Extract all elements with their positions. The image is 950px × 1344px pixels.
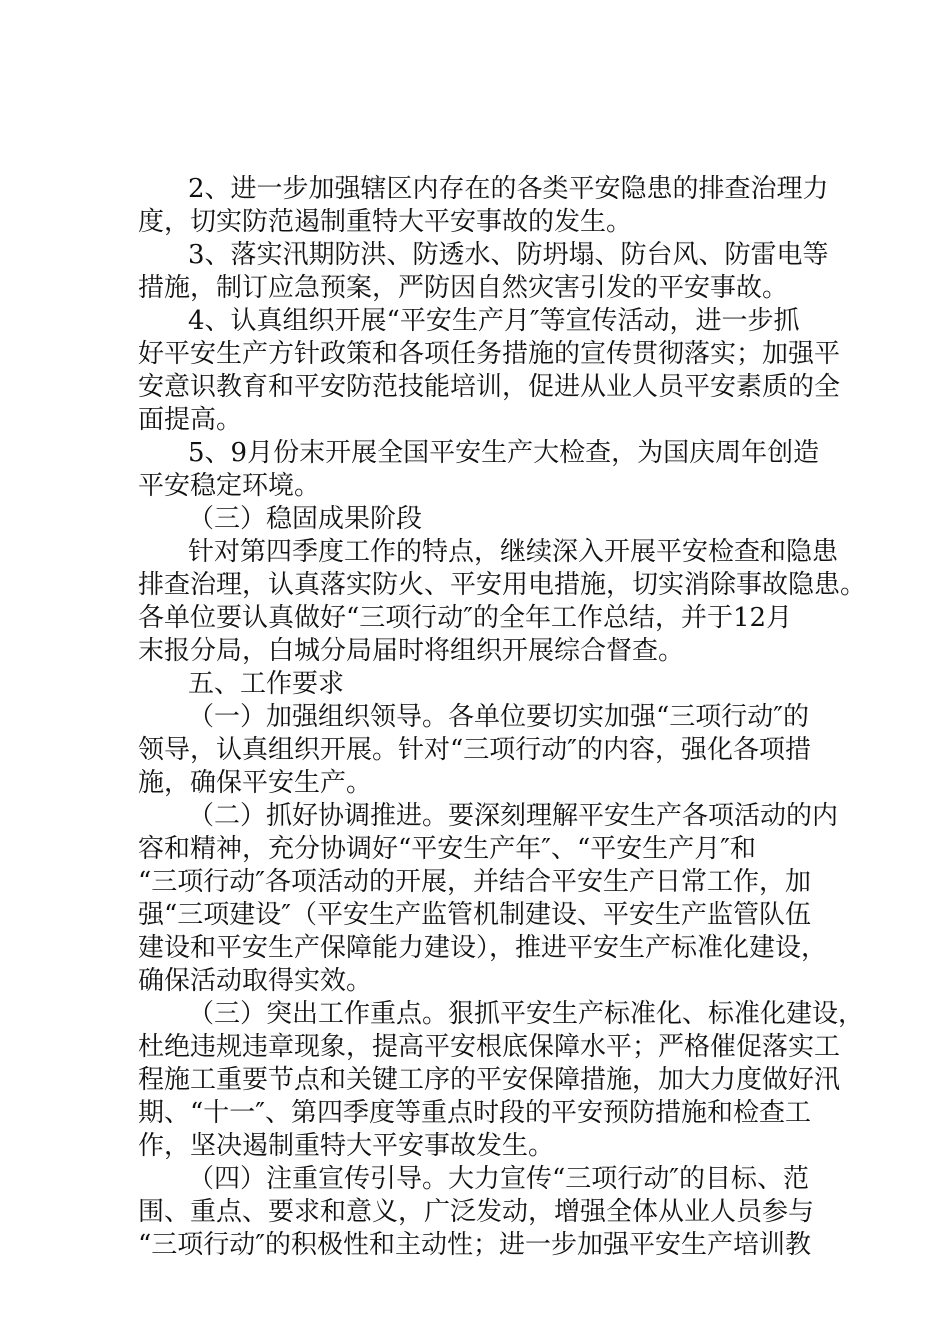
text-line: “三项行动″的积极性和主动性；进一步加强平安生产培训教 (138, 1230, 812, 1260)
text-line: 施，确保平安生产。 (138, 768, 373, 798)
text-line: 容和精神，充分协调好“平安生产年″、“平安生产月″和 (138, 834, 757, 864)
text-line: 作，坚决遏制重特大平安事故发生。 (138, 1131, 555, 1161)
text-line: 度，切实防范遏制重特大平安事故的发生。 (138, 207, 633, 237)
text-line: 各单位要认真做好“三项行动″的全年工作总结，并于12月 (138, 603, 793, 633)
text-line: 建设和平安生产保障能力建设），推进平安生产标准化建设， (138, 933, 828, 963)
text-line: 强“三项建设″（平安生产监管机制建设、平安生产监管队伍 (138, 900, 812, 930)
text-line: （三）突出工作重点。狠抓平安生产标准化、标准化建设， (188, 999, 865, 1029)
text-line: 3、落实汛期防洪、防透水、防坍塌、防台风、防雷电等 (188, 240, 829, 270)
text-line: 好平安生产方针政策和各项任务措施的宣传贯彻落实；加强平 (138, 339, 841, 369)
text-line: 排查治理，认真落实防火、平安用电措施，切实消除事故隐患。 (138, 570, 867, 600)
text-line: 4、认真组织开展“平安生产月″等宣传活动，进一步抓 (188, 306, 800, 336)
text-line: 措施，制订应急预案，严防因自然灾害引发的平安事故。 (138, 273, 789, 303)
text-line: 5、9月份末开展全国平安生产大检查，为国庆周年创造 (188, 438, 820, 468)
text-line: 2、进一步加强辖区内存在的各类平安隐患的排查治理力 (188, 174, 829, 204)
text-line: 面提高。 (138, 405, 243, 435)
section-heading: 五、工作要求 (188, 669, 345, 699)
text-line: 确保活动取得实效。 (138, 966, 373, 996)
text-line: （二）抓好协调推进。要深刻理解平安生产各项活动的内 (188, 801, 839, 831)
text-line: 程施工重要节点和关键工序的平安保障措施，加大力度做好汛 (138, 1065, 841, 1095)
text-line: 安意识教育和平安防范技能培训，促进从业人员平安素质的全 (138, 372, 841, 402)
text-line: （一）加强组织领导。各单位要切实加强“三项行动″的 (188, 702, 810, 732)
text-line: “三项行动″各项活动的开展，并结合平安生产日常工作，加 (138, 867, 812, 897)
text-line: 末报分局，白城分局届时将组织开展综合督查。 (138, 636, 685, 666)
text-line: 领导，认真组织开展。针对“三项行动″的内容，强化各项措 (138, 735, 812, 765)
text-line: 平安稳定环境。 (138, 471, 321, 501)
section-heading: （三）稳固成果阶段 (188, 504, 423, 534)
text-line: （四）注重宣传引导。大力宣传“三项行动″的目标、范 (188, 1164, 810, 1194)
text-line: 杜绝违规违章现象，提高平安根底保障水平；严格催促落实工 (138, 1032, 841, 1062)
text-line: 围、重点、要求和意义，广泛发动，增强全体从业人员参与 (138, 1197, 815, 1227)
text-line: 期、“十一″、第四季度等重点时段的平安预防措施和检查工 (138, 1098, 812, 1128)
text-line: 针对第四季度工作的特点，继续深入开展平安检查和隐患 (188, 537, 839, 567)
